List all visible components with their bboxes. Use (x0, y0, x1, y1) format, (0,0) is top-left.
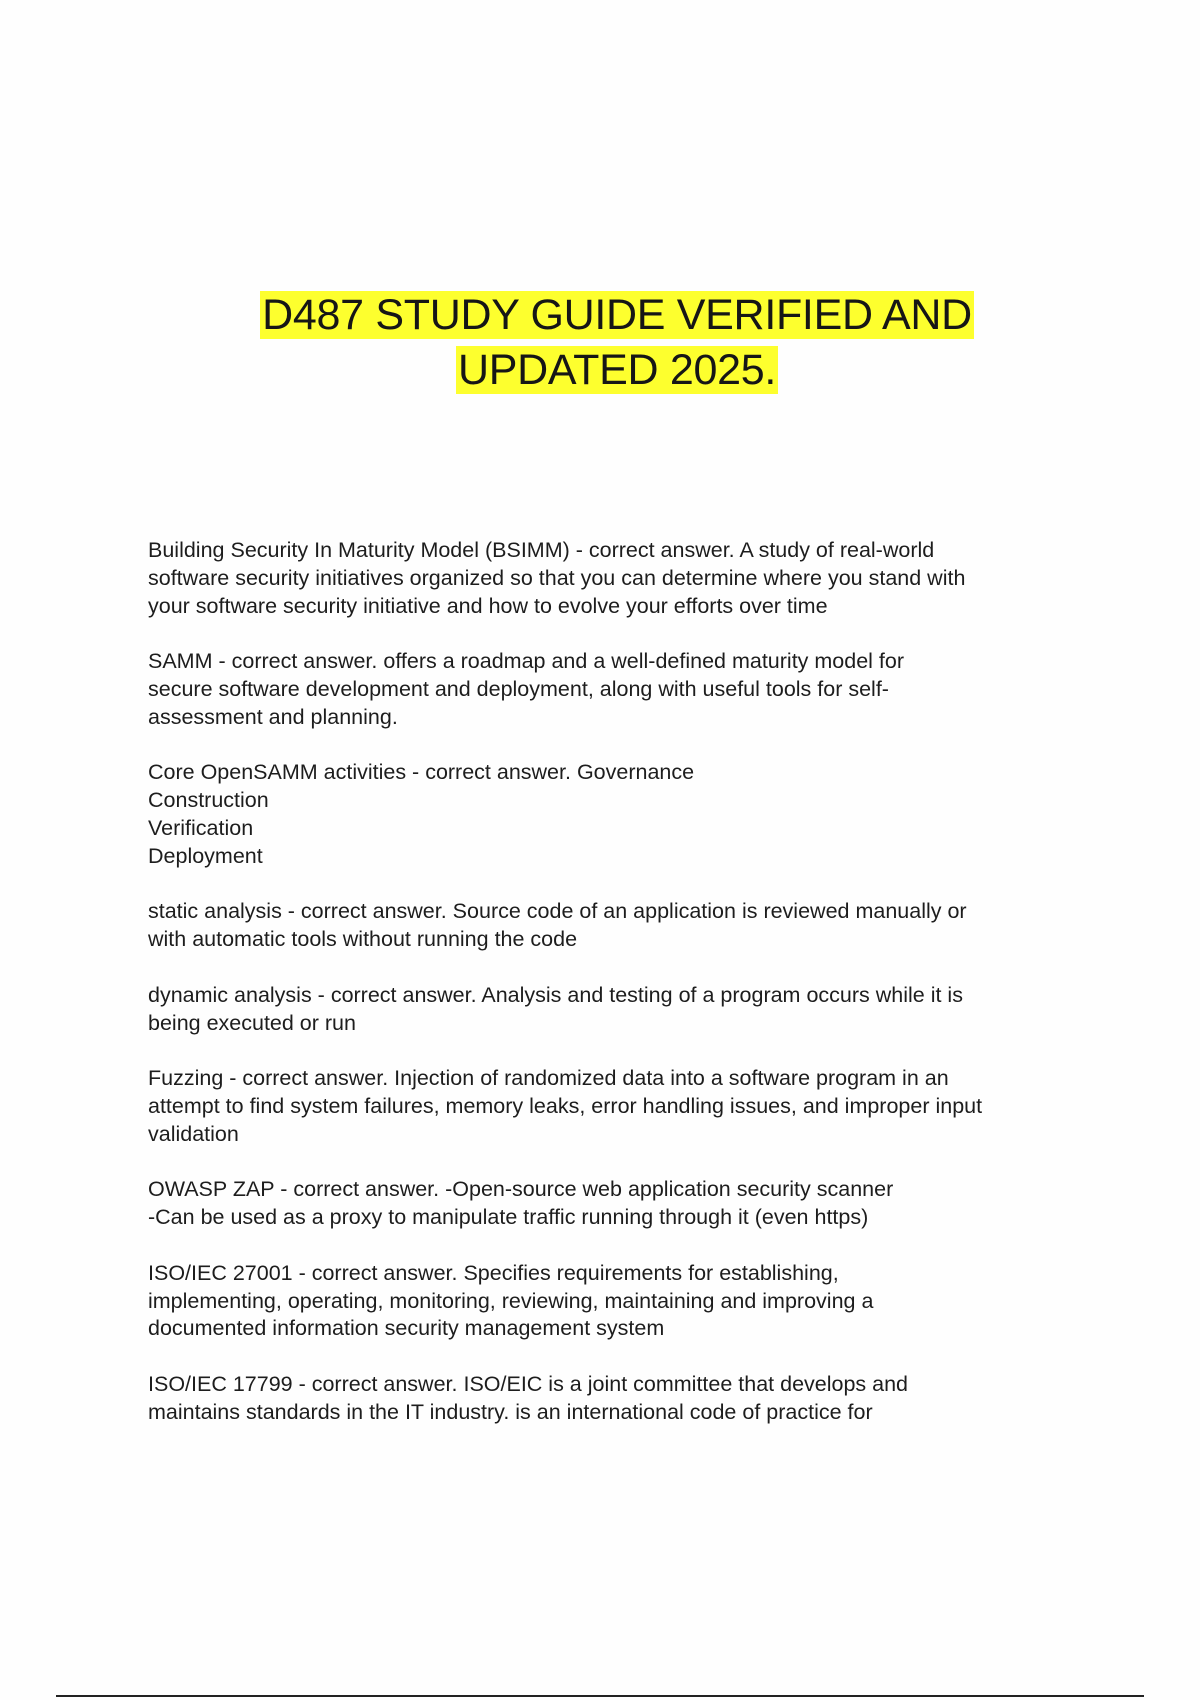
entry-line: Building Security In Maturity Model (BSIMM) - correct answer. A study of real-world (148, 538, 935, 562)
entry-line: dynamic analysis - correct answer. Analysis and testing of a program occurs while it is (148, 982, 963, 1007)
entry-line: documented information security management system (148, 1316, 665, 1341)
entry-line: validation (148, 1121, 239, 1146)
title-line-2-text: UPDATED 2025. (458, 346, 776, 394)
title-line-1-text: D487 STUDY GUIDE VERIFIED AND (262, 291, 972, 339)
entry-samm (148, 648, 1108, 731)
entry-line: static analysis - correct answer. Source code of an application is reviewed manually or (148, 899, 967, 924)
entry-line: Deployment (148, 843, 263, 868)
entry-static-analysis (148, 898, 1108, 954)
entry-line: being executed or run (148, 1010, 356, 1035)
entry-line: Core OpenSAMM activities - correct answer. Governance (148, 760, 695, 785)
entry-line: assessment and planning. (148, 704, 398, 729)
entry-line: SAMM - correct answer. offers a roadmap and a well-defined maturity model for (148, 649, 905, 674)
entry-iso-17799 (148, 1371, 1108, 1427)
entry-line: maintains standards in the IT industry. is an international code of practice for (148, 1399, 873, 1424)
entry-line: attempt to find system failures, memory leaks, error handling issues, and improper input (148, 1093, 983, 1118)
entry-bsimm (148, 537, 1108, 620)
entry-line: Construction (148, 788, 269, 813)
entry-owasp-zap (148, 1176, 1108, 1232)
entry-line: software security initiatives organized so that you can determine where you stand with (148, 565, 966, 590)
document-title (0, 288, 1200, 398)
page-bottom-rule (56, 1695, 1144, 1697)
entry-line: implementing, operating, monitoring, reviewing, maintaining and improving a (148, 1288, 874, 1313)
entry-line: with automatic tools without running the code (148, 927, 578, 952)
entry-fuzzing (148, 1065, 1108, 1148)
entry-line: OWASP ZAP - correct answer. -Open-source web application security scanner (148, 1177, 894, 1202)
title-line-2 (0, 343, 1200, 398)
entry-line: ISO/IEC 17799 - correct answer. ISO/EIC is a joint committee that develops and (148, 1371, 909, 1396)
entry-iso-27001 (148, 1260, 1108, 1343)
title-line-1 (0, 288, 1200, 343)
entry-dynamic-analysis (148, 982, 1108, 1038)
entry-line: ISO/IEC 27001 - correct answer. Specifies requirements for establishing, (148, 1260, 839, 1285)
study-entries (148, 537, 1108, 1454)
entry-line: Verification (148, 815, 254, 840)
entry-line: Fuzzing - correct answer. Injection of randomized data into a software program in an (148, 1066, 949, 1091)
entry-line: your software security initiative and how to evolve your efforts over time (148, 593, 828, 618)
entry-line: -Can be used as a proxy to manipulate traffic running through it (even https) (148, 1205, 869, 1230)
entry-core-opensamm (148, 759, 1108, 870)
entry-line: secure software development and deployment, along with useful tools for self- (148, 676, 889, 701)
